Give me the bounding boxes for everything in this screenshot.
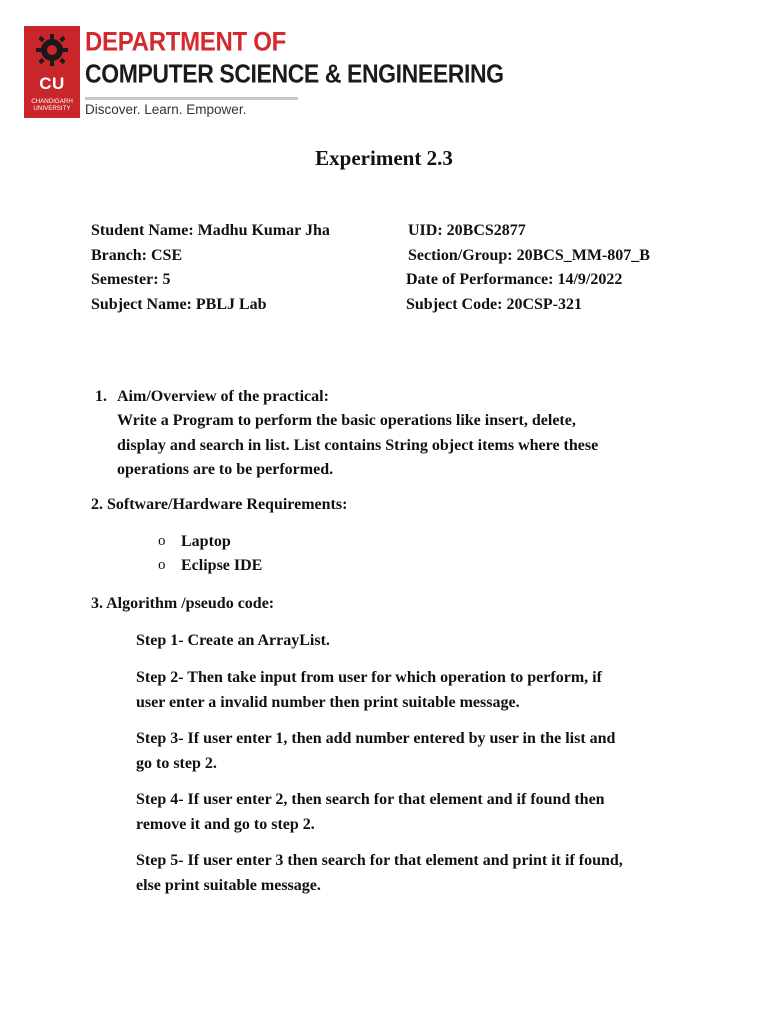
student-info-left <box>91 219 330 317</box>
algorithm-step: Step 4- If user enter 2, then search for that element and if found then remove it and go to step 2. <box>136 791 605 833</box>
subject-code: Subject Code: 20CSP-321 <box>406 295 582 313</box>
department-header <box>24 26 504 120</box>
requirements-heading: 2. Software/Hardware Requirements: <box>91 496 348 513</box>
logo-cu-text: CU <box>39 74 65 93</box>
aim-title: Aim/Overview of the practical: <box>117 388 329 405</box>
aim-heading <box>95 385 329 410</box>
algorithm-step: Step 2- Then take input from user for which operation to perform, if user enter a invalid number then print suitable message. <box>136 669 602 711</box>
student-info-right <box>406 219 650 317</box>
aim-line: operations are to be performed. <box>117 461 334 478</box>
bullet-icon: o <box>158 533 166 549</box>
bullet-icon: o <box>158 557 166 573</box>
algorithm-step: Step 5- If user enter 3 then search for that element and print it if found, else print suitable message. <box>136 852 623 894</box>
aim-line: display and search in list. List contains String object items where these <box>117 436 599 454</box>
university-logo <box>24 26 80 118</box>
branch: Branch: CSE <box>91 246 183 264</box>
aim-number: 1. <box>95 388 107 405</box>
aim-line: Write a Program to perform the basic operations like insert, delete, <box>117 412 576 429</box>
subject-name: Subject Name: PBLJ Lab <box>91 295 267 313</box>
gear-emblem-icon <box>24 26 80 76</box>
experiment-title: Experiment 2.3 <box>315 146 453 170</box>
requirement-item <box>158 557 262 575</box>
algorithm-heading: 3. Algorithm /pseudo code: <box>91 595 275 612</box>
aim-description <box>117 409 677 483</box>
algorithm-step: Step 1- Create an ArrayList. <box>136 632 330 649</box>
semester: Semester: 5 <box>91 271 171 288</box>
uid: UID: 20BCS2877 <box>408 222 526 239</box>
requirement-item <box>158 533 231 551</box>
algorithm-step: Step 3- If user enter 1, then add number entered by user in the list and go to step 2. <box>136 730 616 772</box>
logo-university-text: CHANDIGARH UNIVERSITY <box>31 98 73 112</box>
department-title: DEPARTMENT OF <box>85 27 286 58</box>
header-divider <box>85 97 298 100</box>
department-subtitle: COMPUTER SCIENCE & ENGINEERING <box>85 59 504 89</box>
requirement-label: Laptop <box>181 533 231 550</box>
tagline: Discover. Learn. Empower. <box>85 102 247 117</box>
date-of-performance: Date of Performance: 14/9/2022 <box>406 271 623 288</box>
requirement-label: Eclipse IDE <box>181 557 263 574</box>
section-group: Section/Group: 20BCS_MM-807_B <box>408 246 650 264</box>
student-name: Student Name: Madhu Kumar Jha <box>91 222 330 239</box>
